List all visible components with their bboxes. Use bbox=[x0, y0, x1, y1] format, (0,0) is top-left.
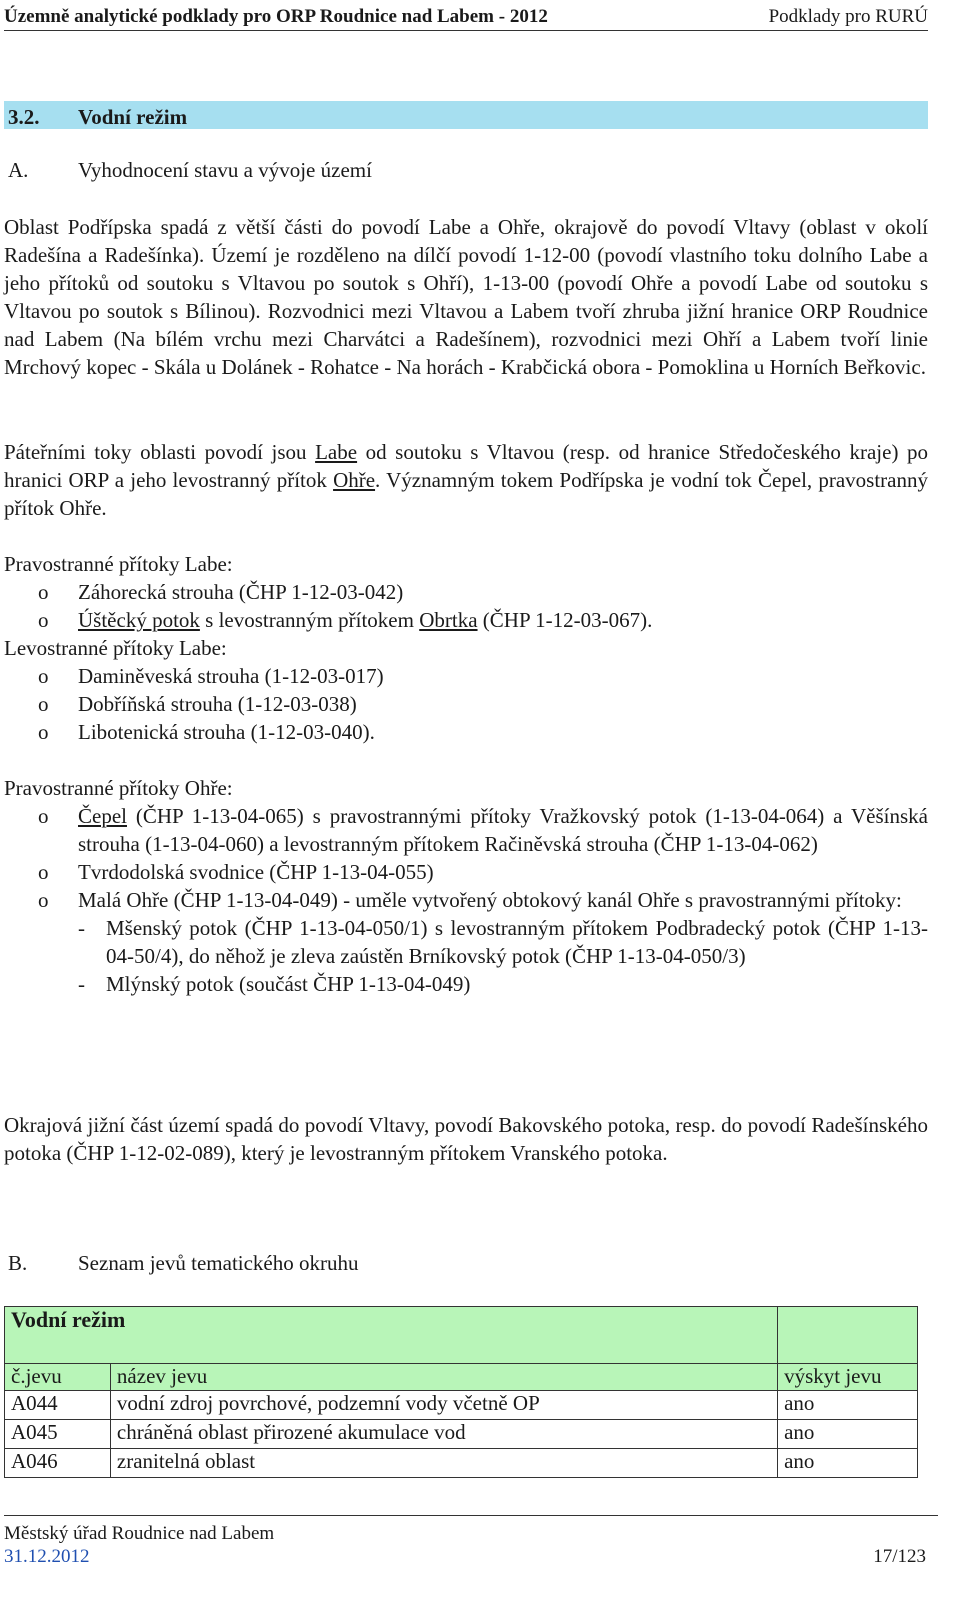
section-number: 3.2. bbox=[8, 105, 40, 129]
list-item-text-end: (ČHP 1-12-03-067). bbox=[477, 608, 653, 632]
ohre-right-heading: Pravostranné přítoky Ohře: bbox=[4, 776, 233, 800]
ohre-tributaries bbox=[4, 774, 928, 998]
column-header: č.jevu bbox=[5, 1364, 111, 1391]
list-item-text-mid: s levostranným přítokem bbox=[199, 608, 420, 632]
link-ustecky-potok[interactable]: Úštěcký potok bbox=[78, 608, 200, 632]
dash-icon: - bbox=[78, 972, 85, 996]
sub-list-item bbox=[4, 914, 928, 970]
list-item-text bbox=[78, 802, 928, 858]
bullet-icon: o bbox=[38, 608, 49, 632]
paragraph-main-streams bbox=[4, 438, 928, 522]
page-footer bbox=[4, 1515, 938, 1568]
bullet-icon: o bbox=[38, 580, 49, 604]
list-item-text: Tvrdodolská svodnice (ČHP 1-13-04-055) bbox=[78, 860, 434, 884]
p2-text-a: Páteřními toky oblasti povodí jsou bbox=[4, 440, 316, 464]
list-item bbox=[4, 802, 928, 858]
labe-left-heading: Levostranné přítoky Labe: bbox=[4, 636, 227, 660]
sub-list-item-text: Mšenský potok (ČHP 1-13-04-050/1) s levostranným přítokem Podbradecký potok (ČHP 1-13-04-50/4), do něhož je zleva zaústěn Brníkovský potok (ČHP 1-13-04-050/3) bbox=[106, 916, 928, 968]
bullet-icon: o bbox=[38, 888, 49, 912]
table-title-row bbox=[5, 1307, 918, 1364]
link-obrtka[interactable]: Obrtka bbox=[419, 608, 478, 632]
page-header bbox=[4, 4, 928, 31]
list-item-text bbox=[78, 606, 928, 634]
bullet-icon: o bbox=[38, 720, 49, 744]
table-cell: chráněná oblast přirozené akumulace vod bbox=[110, 1420, 777, 1449]
p2-text-c: . Významným tokem Podřípska je vodní tok Čepel, pravostranný přítok Ohře. bbox=[4, 468, 928, 520]
link-cepel[interactable]: Čepel bbox=[78, 804, 127, 828]
bullet-icon: o bbox=[38, 860, 49, 884]
sub-list-item-text: Mlýnský potok (součást ČHP 1-13-04-049) bbox=[106, 972, 471, 996]
list-item-text: Záhorecká strouha (ČHP 1-12-03-042) bbox=[78, 580, 404, 604]
labe-tributaries bbox=[4, 550, 928, 746]
table-row bbox=[5, 1420, 918, 1449]
list-item bbox=[4, 858, 928, 886]
header-title: Územně analytické podklady pro ORP Roudnice nad Labem - 2012 bbox=[4, 6, 548, 27]
table-header-row bbox=[5, 1364, 918, 1391]
table-cell: ano bbox=[778, 1449, 918, 1478]
list-item-text: Malá Ohře (ČHP 1-13-04-049) - uměle vytvořený obtokový kanál Ohře s pravostrannými přítoky: bbox=[78, 888, 902, 912]
subsection-b-letter: B. bbox=[8, 1251, 28, 1275]
list-item-text: Daminěveská strouha (1-12-03-017) bbox=[78, 664, 384, 688]
paragraph-overview: Oblast Podřípska spadá z větší části do povodí Labe a Ohře, okrajově do povodí Vltavy (oblast v okolí Radešína a Radešínka). Území je rozděleno na dílčí povodí 1-12-00 (povodí vlastního toku dolního Labe a jeho přítoků od soutoku s Vltavou po soutok s Ohří), 1-13-00 (povodí Ohře a povodí Labe od soutoku s Vltavou po soutok s Bílinou). Rozvodnici mezi Vltavou a Labem tvoří zhruba jižní hranice ORP Roudnice nad Labem (Na bílém vrchu mezi Charvátci a Radešínem), rozvodnici mezi Ohří a Labem tvoří linie Mrchový kopec - Skála u Dolánek - Rohatce - Na horách - Krabčická obora - Pomoklina u Horních Beřkovic. bbox=[4, 215, 928, 379]
list-item bbox=[4, 606, 928, 634]
list-item-text-rest: (ČHP 1-13-04-065) s pravostrannými přítoky Vražkovský potok (1-13-04-064) a Věšínská strouha (1-13-04-060) a levostranným přítokem Račiněvská strouha (ČHP 1-13-04-062) bbox=[78, 804, 928, 856]
table-cell: ano bbox=[778, 1420, 918, 1449]
bullet-icon: o bbox=[38, 804, 49, 828]
sub-list-item bbox=[4, 970, 928, 998]
dash-icon: - bbox=[78, 916, 85, 940]
column-header: výskyt jevu bbox=[778, 1364, 918, 1391]
table-title: Vodní režim bbox=[5, 1307, 778, 1364]
subsection-a-letter: A. bbox=[8, 158, 29, 182]
bullet-icon: o bbox=[38, 692, 49, 716]
footer-office: Městský úřad Roudnice nad Labem bbox=[4, 1523, 275, 1544]
header-right: Podklady pro RURÚ bbox=[768, 6, 928, 27]
p2-text-b: od soutoku s Vltavou (resp. od hranice Středočeského kraje) po hranici ORP a jeho levostranný přítok bbox=[4, 440, 928, 492]
list-item bbox=[4, 886, 928, 914]
link-labe[interactable]: Labe bbox=[315, 440, 358, 464]
subsection-a-title: Vyhodnocení stavu a vývoje území bbox=[78, 158, 372, 182]
link-ohre[interactable]: Ohře bbox=[333, 468, 376, 492]
table-cell: A046 bbox=[5, 1449, 111, 1478]
table-cell: ano bbox=[778, 1391, 918, 1420]
paragraph-vltava: Okrajová jižní část území spadá do povodí Vltavy, povodí Bakovského potoka, resp. do povodí Radešínského potoka (ČHP 1-12-02-089), který je levostranným přítokem Vranského potoka. bbox=[4, 1113, 928, 1165]
table-cell: zranitelná oblast bbox=[110, 1449, 777, 1478]
table-cell: A045 bbox=[5, 1420, 111, 1449]
labe-right-heading: Pravostranné přítoky Labe: bbox=[4, 552, 233, 576]
list-item bbox=[4, 662, 928, 690]
list-item-text: Libotenická strouha (1-12-03-040). bbox=[78, 720, 375, 744]
section-title: Vodní režim bbox=[78, 105, 188, 129]
bullet-icon: o bbox=[38, 664, 49, 688]
phenomena-table bbox=[4, 1306, 918, 1478]
table-cell: vodní zdroj povrchové, podzemní vody včetně OP bbox=[110, 1391, 777, 1420]
list-item-text: Dobříňská strouha (1-12-03-038) bbox=[78, 692, 357, 716]
table-row bbox=[5, 1449, 918, 1478]
list-item bbox=[4, 718, 928, 746]
table-row bbox=[5, 1391, 918, 1420]
table-title-empty-cell bbox=[778, 1307, 918, 1364]
table-cell: A044 bbox=[5, 1391, 111, 1420]
column-header: název jevu bbox=[110, 1364, 777, 1391]
list-item bbox=[4, 690, 928, 718]
list-item bbox=[4, 578, 928, 606]
subsection-b-title: Seznam jevů tematického okruhu bbox=[78, 1251, 359, 1275]
section-heading bbox=[4, 101, 928, 129]
footer-date: 31.12.2012 bbox=[4, 1546, 90, 1567]
page-number: 17/123 bbox=[873, 1546, 926, 1567]
